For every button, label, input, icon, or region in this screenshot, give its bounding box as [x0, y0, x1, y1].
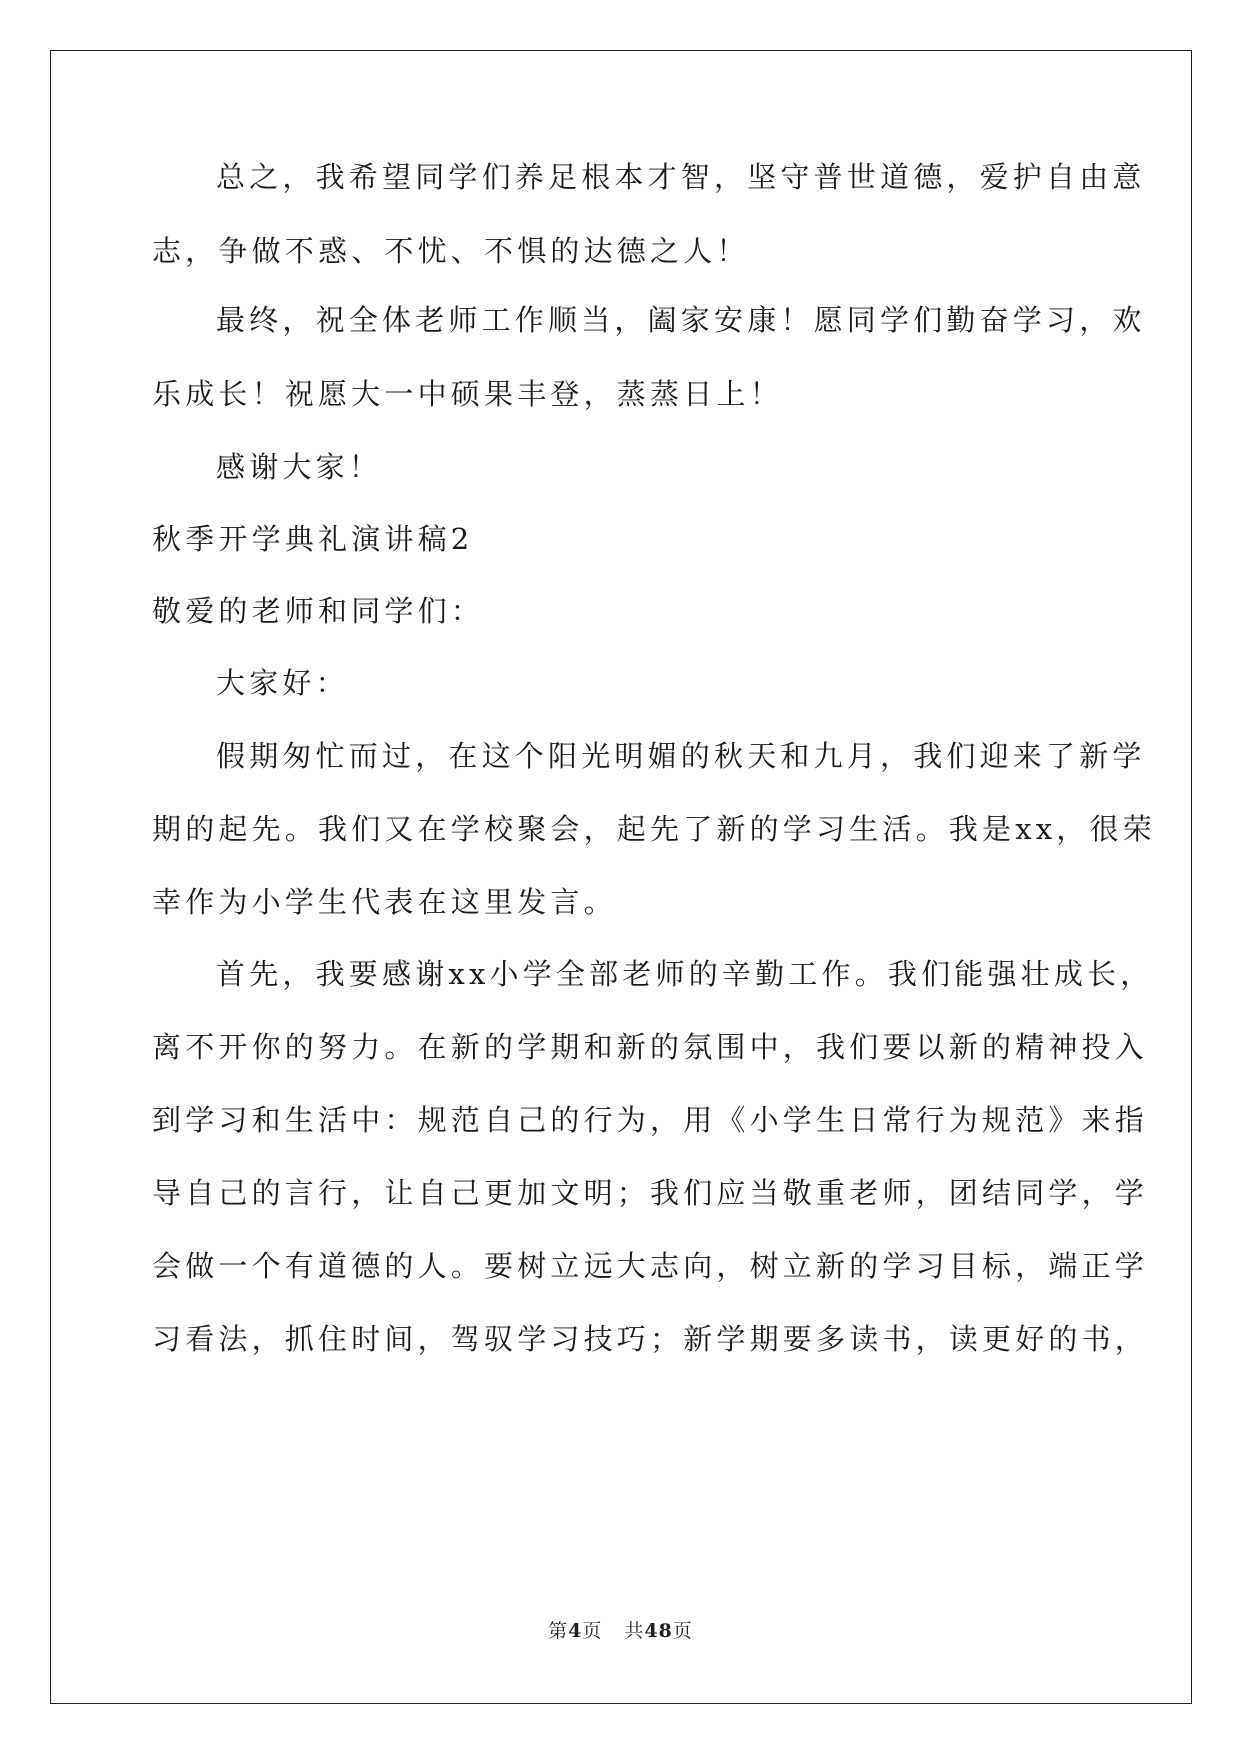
salutation: 敬爱的老师和同学们：	[152, 594, 485, 628]
paragraph-line: 首先，我要感谢xx小学全部老师的辛勤工作。我们能强壮成长，	[216, 957, 1154, 991]
paragraph-line: 到学习和生活中：规范自己的行为，用《小学生日常行为规范》来指	[152, 1103, 1149, 1137]
paragraph-line: 志，争做不惑、不忧、不惧的达德之人！	[152, 234, 750, 268]
page-footer	[0, 1616, 1241, 1643]
paragraph-line: 感谢大家！	[216, 450, 383, 484]
footer-total-unit: 页	[672, 1620, 693, 1642]
paragraph-line: 假期匆忙而过，在这个阳光明媚的秋天和九月，我们迎来了新学	[216, 739, 1146, 773]
section-heading: 秋季开学典礼演讲稿2	[152, 522, 474, 556]
greeting: 大家好：	[216, 666, 349, 700]
current-page-number: 4	[568, 1620, 583, 1642]
paragraph-line: 导自己的言行，让自己更加文明；我们应当敬重老师，团结同学，学	[152, 1176, 1149, 1210]
paragraph-line: 会做一个有道德的人。要树立远大志向，树立新的学习目标，端正学	[152, 1249, 1149, 1283]
paragraph-line: 最终，祝全体老师工作顺当，阖家安康！愿同学们勤奋学习，欢	[216, 303, 1146, 337]
paragraph-line: 幸作为小学生代表在这里发言。	[152, 885, 617, 919]
page-border	[50, 50, 1192, 1704]
paragraph-line: 期的起先。我们又在学校聚会，起先了新的学习生活。我是xx，很荣	[152, 812, 1156, 846]
paragraph-line: 离不开你的努力。在新的学期和新的氛围中，我们要以新的精神投入	[152, 1030, 1149, 1064]
total-page-count: 48	[644, 1620, 673, 1642]
paragraph-line: 总之，我希望同学们养足根本才智，坚守普世道德，爱护自由意	[216, 160, 1146, 194]
footer-page-unit: 页	[582, 1620, 603, 1642]
paragraph-line: 乐成长！祝愿大一中硕果丰登，蒸蒸日上！	[152, 377, 783, 411]
footer-prefix: 第	[548, 1620, 569, 1642]
footer-total-prefix: 共	[624, 1620, 645, 1642]
paragraph-line: 习看法，抓住时间，驾驭学习技巧；新学期要多读书，读更好的书，	[152, 1322, 1149, 1356]
